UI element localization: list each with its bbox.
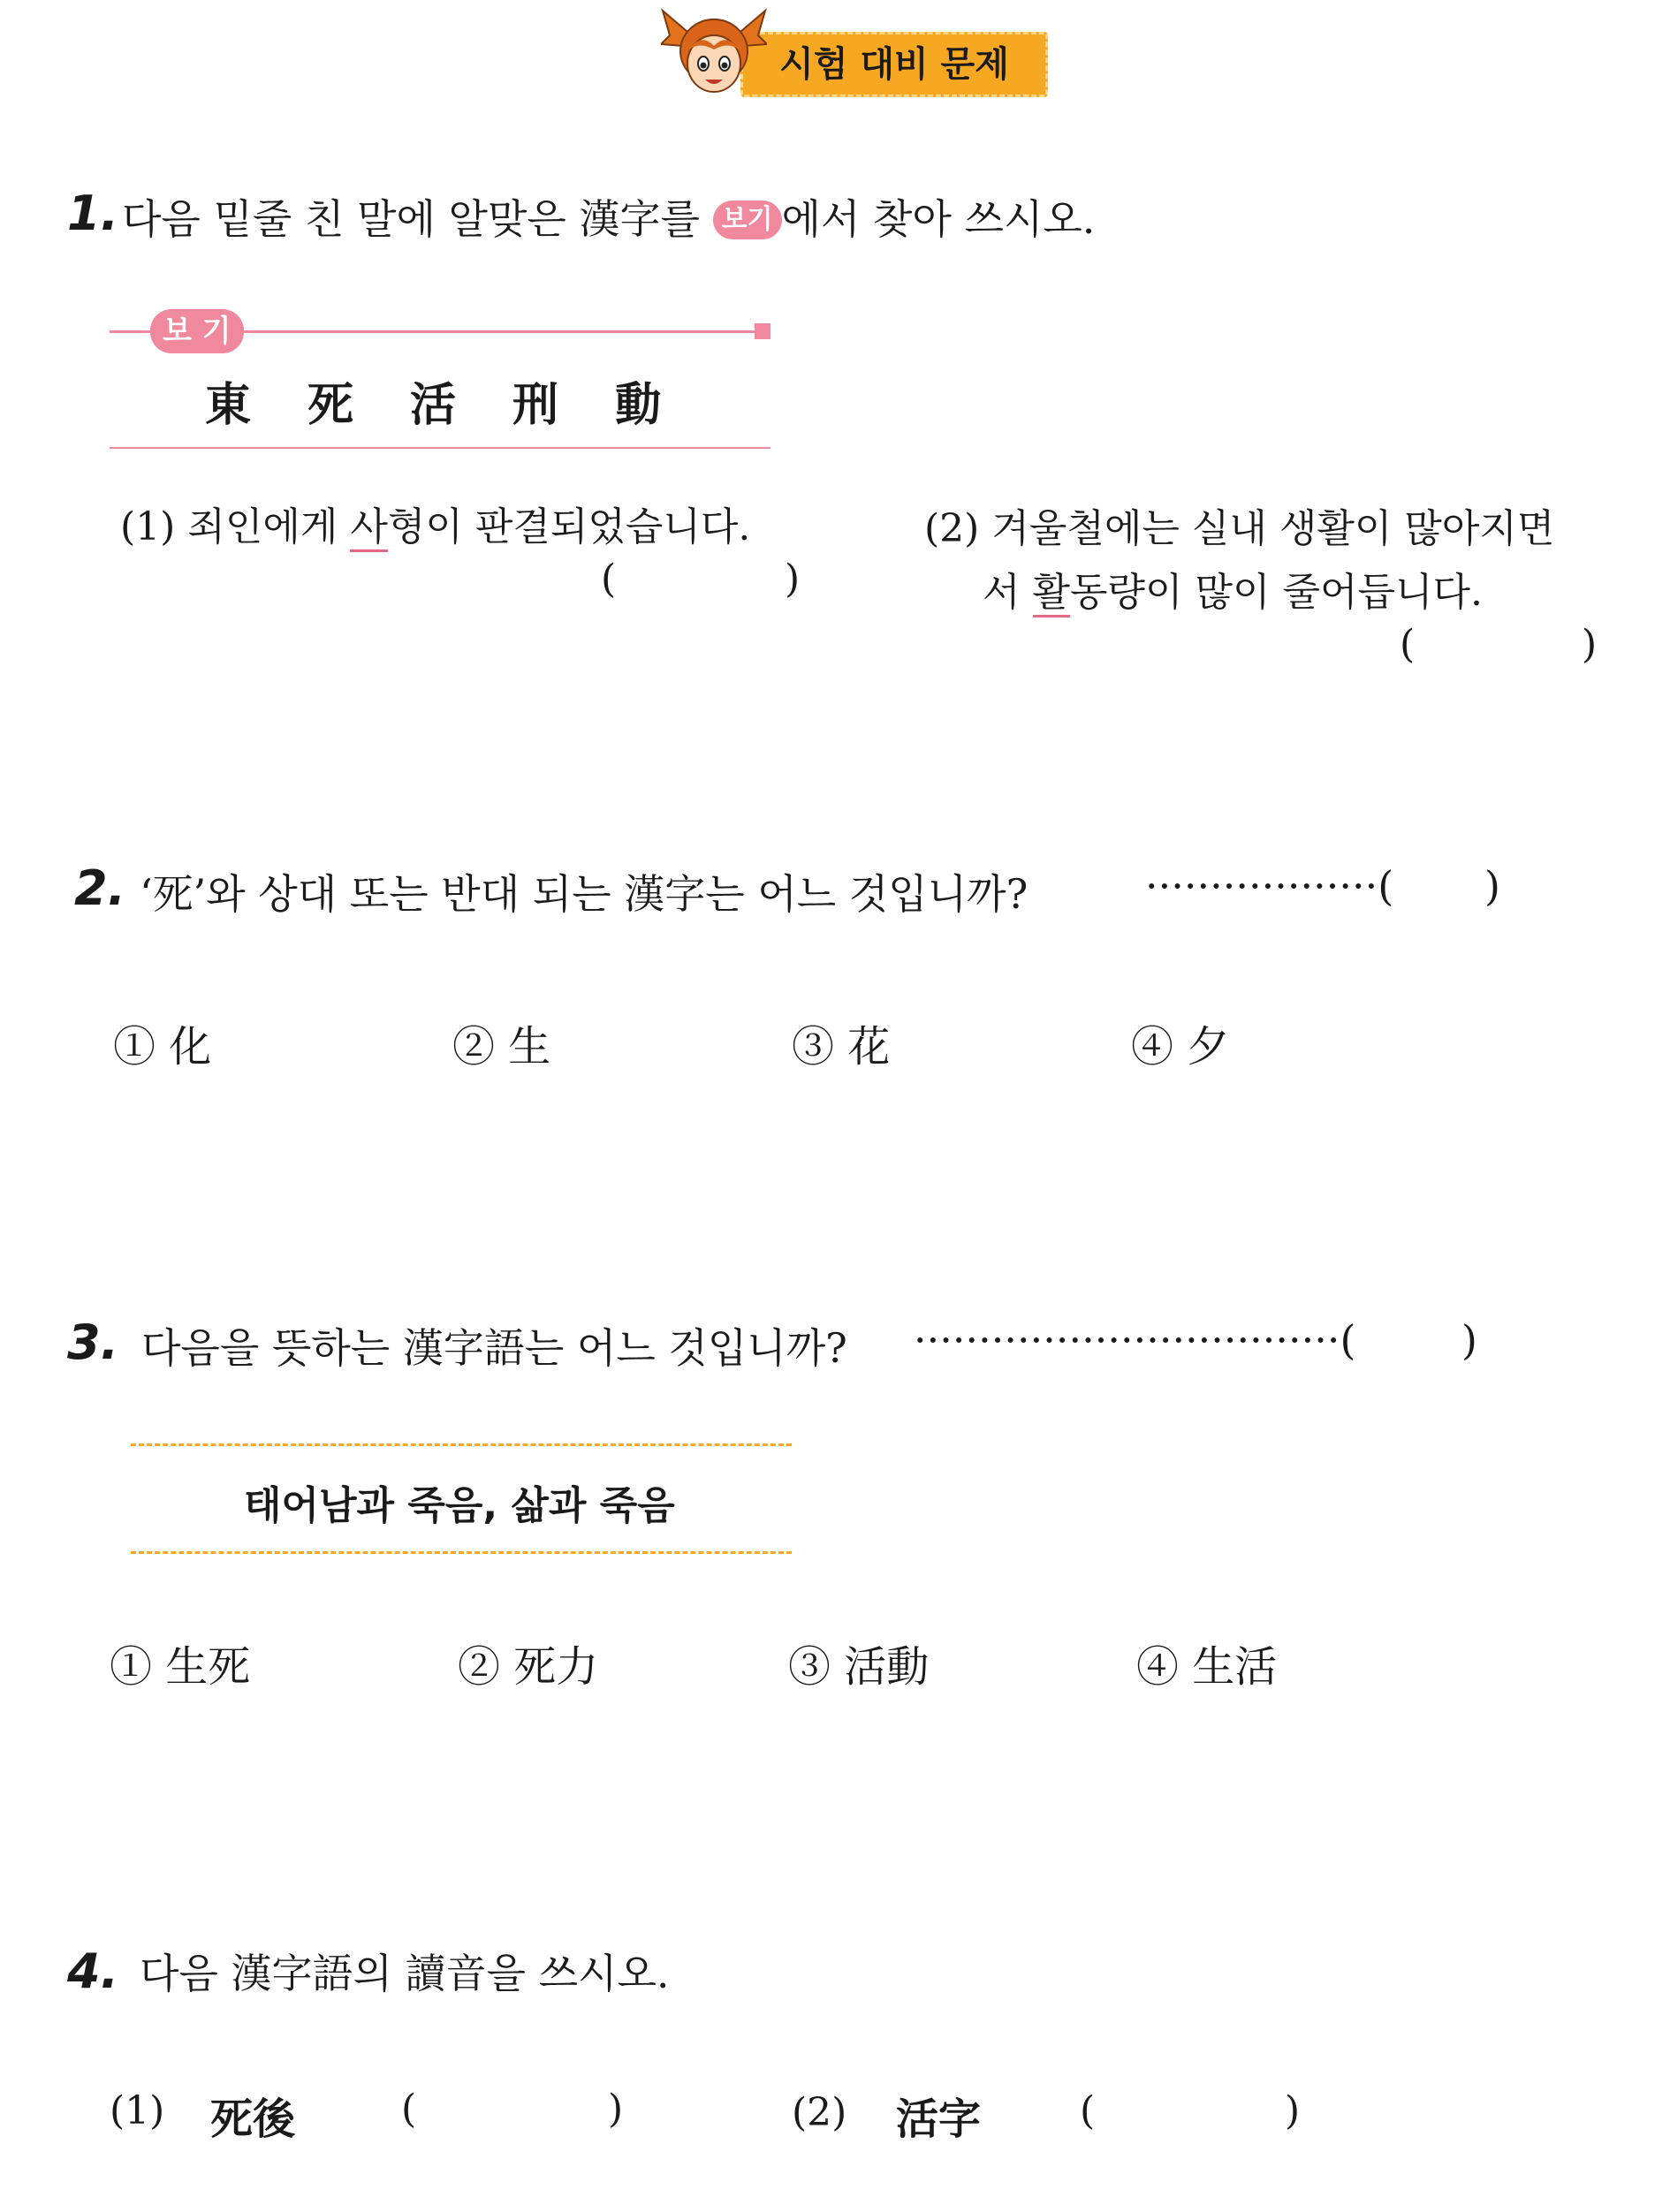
question-3-answer-leader[interactable]: ·································( xyxy=(914,1316,1356,1364)
item-number: (1) xyxy=(120,504,176,549)
underlined-word: 활 xyxy=(1033,570,1071,617)
definition-text: 태어남과 죽음, 삶과 죽음 xyxy=(244,1483,675,1528)
question-3-text: 다음을 뜻하는 漢字語는 어느 것입니까? xyxy=(141,1324,847,1372)
answer-paren-open[interactable]: ( xyxy=(1080,2088,1096,2133)
question-3-choice-1[interactable]: ① 生死 xyxy=(110,1642,251,1692)
definition-box-bottom-line xyxy=(131,1551,792,1554)
bogi-char: 刑 xyxy=(512,378,559,432)
definition-box-top-line xyxy=(131,1443,792,1446)
mascot-girl-icon xyxy=(661,5,767,102)
underlined-word: 사 xyxy=(350,504,388,552)
question-2-number: 2. xyxy=(74,860,126,916)
question-4-item-2-number: (2) xyxy=(792,2090,847,2135)
question-4-number: 4. xyxy=(67,1943,119,1999)
bogi-chars xyxy=(205,367,661,434)
question-3-choice-4[interactable]: ④ 生活 xyxy=(1136,1642,1278,1692)
question-4-item-2-word: 活字 xyxy=(896,2095,982,2144)
page-title: 시험 대비 문제 xyxy=(779,44,1009,85)
question-4-item-1-number: (1) xyxy=(110,2088,165,2133)
question-2-answer-close: ) xyxy=(1484,862,1500,910)
question-2-text: ‘死’와 상대 또는 반대 되는 漢字는 어느 것입니까? xyxy=(140,870,1029,918)
answer-paren-close: ) xyxy=(608,2087,624,2132)
question-2-choice-3[interactable]: ③ 花 xyxy=(792,1022,891,1072)
bogi-box-label: 보 기 xyxy=(150,309,244,353)
question-1-number: 1. xyxy=(67,186,119,241)
item-text: 동량이 많이 줄어듭니다. xyxy=(1070,570,1484,615)
question-1-item-2-line-2 xyxy=(983,560,1483,617)
question-3-answer-close: ) xyxy=(1461,1316,1477,1364)
question-2-choice-2[interactable]: ② 生 xyxy=(452,1022,551,1072)
answer-paren-close: ) xyxy=(1582,622,1598,667)
answer-paren-open[interactable]: ( xyxy=(601,557,617,602)
bogi-char: 活 xyxy=(410,378,457,432)
item-number: (2) xyxy=(924,506,980,551)
answer-paren-open[interactable]: ( xyxy=(401,2087,417,2132)
question-3-choice-2[interactable]: ② 死力 xyxy=(458,1642,599,1692)
answer-paren-open[interactable]: ( xyxy=(1400,622,1416,667)
answer-paren-close: ) xyxy=(1285,2088,1301,2133)
item-text: 죄인에게 xyxy=(175,504,351,549)
bogi-char: 死 xyxy=(307,378,354,432)
question-3-choice-3[interactable]: ③ 活動 xyxy=(788,1642,930,1692)
bogi-char: 動 xyxy=(615,378,662,432)
answer-paren-close: ) xyxy=(785,557,801,602)
question-2-choice-1[interactable]: ① 化 xyxy=(113,1022,212,1072)
question-2-choice-4[interactable]: ④ 夕 xyxy=(1131,1022,1230,1072)
item-text: 서 xyxy=(983,570,1033,615)
bogi-bottom-line xyxy=(110,447,770,449)
question-4-item-1-word: 死後 xyxy=(210,2095,296,2144)
bogi-line-end-square xyxy=(755,323,770,339)
item-text: 형이 판결되었습니다. xyxy=(387,504,751,549)
question-3-number: 3. xyxy=(67,1314,119,1370)
item-text: 겨울철에는 실내 생활이 많아지면 xyxy=(979,506,1555,551)
question-1-item-1 xyxy=(120,495,750,551)
question-1-item-2-line-1 xyxy=(924,496,1554,553)
bogi-char: 東 xyxy=(205,378,252,432)
bogi-pill: 보기 xyxy=(713,201,782,239)
question-1-text xyxy=(122,187,1095,246)
question-4-text: 다음 漢字語의 讀音을 쓰시오. xyxy=(140,1950,670,1997)
question-1-text-after: 에서 찾아 쓰시오. xyxy=(781,195,1096,243)
question-2-answer-leader[interactable]: ··················( xyxy=(1145,862,1394,910)
question-1-text-before: 다음 밑줄 친 말에 알맞은 漢字를 xyxy=(122,195,700,243)
